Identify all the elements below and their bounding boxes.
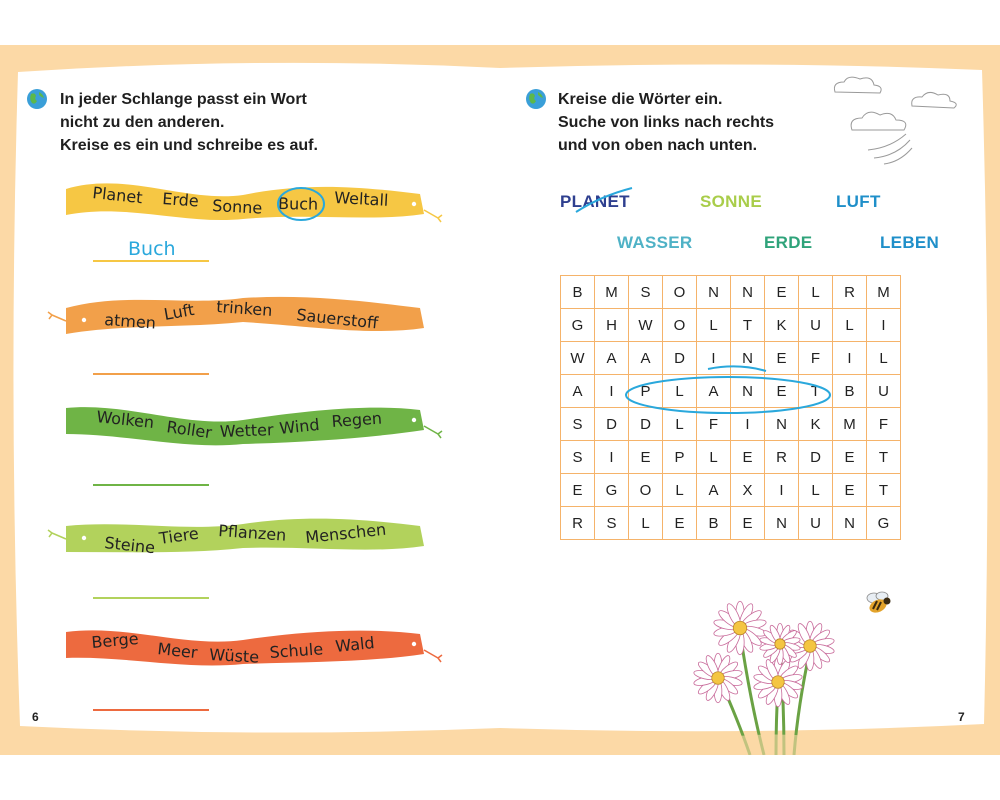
grid-cell[interactable]: L <box>799 276 833 309</box>
grid-cell[interactable]: G <box>595 474 629 507</box>
grid-cell[interactable]: T <box>867 474 901 507</box>
page-number-left: 6 <box>32 710 39 724</box>
grid-cell[interactable]: R <box>561 507 595 540</box>
grid-cell[interactable]: K <box>765 309 799 342</box>
page-number-right: 7 <box>958 710 965 724</box>
grid-cell[interactable]: W <box>629 309 663 342</box>
snake-word[interactable]: Wald <box>334 632 376 656</box>
grid-cell[interactable]: E <box>765 276 799 309</box>
grid-cell[interactable]: M <box>833 408 867 441</box>
snake-word[interactable]: Erde <box>161 189 200 211</box>
grid-cell[interactable]: W <box>561 342 595 375</box>
instruction-line: In jeder Schlange passt ein Wort <box>60 91 307 108</box>
grid-cell[interactable]: L <box>697 309 731 342</box>
answer-text: Buch <box>128 238 176 260</box>
grid-cell[interactable]: I <box>867 309 901 342</box>
grid-cell[interactable]: L <box>663 408 697 441</box>
grid-cell[interactable]: D <box>799 441 833 474</box>
grid-cell[interactable]: U <box>799 507 833 540</box>
snake-word[interactable]: atmen <box>103 310 157 333</box>
grid-cell[interactable]: N <box>833 507 867 540</box>
snake-word[interactable]: Schule <box>268 639 324 662</box>
grid-cell[interactable]: M <box>595 276 629 309</box>
grid-cell[interactable]: D <box>595 408 629 441</box>
grid-cell[interactable]: I <box>731 408 765 441</box>
snake-word[interactable]: Regen <box>330 408 383 431</box>
globe-icon <box>525 88 547 110</box>
grid-cell[interactable]: B <box>697 507 731 540</box>
grid-cell[interactable]: X <box>731 474 765 507</box>
answer-line-1[interactable] <box>93 260 209 262</box>
daisies-illustration <box>680 590 880 755</box>
grid-cell[interactable]: L <box>663 375 697 408</box>
grid-cell[interactable]: R <box>765 441 799 474</box>
word-list-item-luft: LUFT <box>836 192 881 211</box>
grid-cell[interactable]: O <box>663 276 697 309</box>
snake-tongue <box>48 312 66 321</box>
snake-word[interactable]: Weltall <box>333 188 389 210</box>
grid-cell[interactable]: S <box>561 441 595 474</box>
snake-word[interactable]: Wind <box>278 414 321 438</box>
snake-word[interactable]: Tiere <box>157 523 200 548</box>
snake-word[interactable]: Wolken <box>95 407 156 433</box>
strikethrough-mark <box>566 186 636 216</box>
snake-tongue <box>424 210 442 222</box>
grid-cell[interactable]: E <box>561 474 595 507</box>
grid-cell[interactable]: I <box>765 474 799 507</box>
grid-cell[interactable]: O <box>629 474 663 507</box>
grid-cell[interactable]: N <box>765 408 799 441</box>
grid-cell[interactable]: S <box>595 507 629 540</box>
grid-cell[interactable]: N <box>731 375 765 408</box>
grid-cell[interactable]: O <box>663 309 697 342</box>
snake-word[interactable]: Planet <box>91 183 144 208</box>
grid-cell[interactable]: A <box>697 375 731 408</box>
grid-cell[interactable]: G <box>867 507 901 540</box>
grid-cell[interactable]: S <box>561 408 595 441</box>
grid-cell[interactable]: N <box>697 276 731 309</box>
grid-cell[interactable]: P <box>629 375 663 408</box>
snake-word[interactable]: Meer <box>156 639 199 663</box>
grid-cell[interactable]: G <box>561 309 595 342</box>
daisy-flower <box>753 657 803 706</box>
grid-cell[interactable]: A <box>697 474 731 507</box>
grid-cell[interactable]: L <box>799 474 833 507</box>
daisy-flower <box>693 653 743 702</box>
instruction-line: Kreise die Wörter ein. <box>558 91 723 108</box>
snake-eye <box>412 418 416 422</box>
grid-cell[interactable]: D <box>629 408 663 441</box>
answer-line-4[interactable] <box>93 597 209 599</box>
snakes-area <box>0 0 500 760</box>
pen-marks <box>560 275 905 545</box>
grid-cell[interactable]: L <box>663 474 697 507</box>
snake-eye <box>412 642 416 646</box>
grid-cell[interactable]: E <box>765 342 799 375</box>
grid-cell[interactable]: U <box>867 375 901 408</box>
grid-cell[interactable]: L <box>697 441 731 474</box>
snake-word[interactable]: Berge <box>90 628 140 652</box>
grid-cell[interactable]: D <box>663 342 697 375</box>
snake-eye <box>412 202 416 206</box>
snake-word[interactable]: Buch <box>277 194 319 214</box>
answer-line-3[interactable] <box>93 484 209 486</box>
grid-cell[interactable]: E <box>833 441 867 474</box>
word-list-item-sonne: SONNE <box>700 192 762 211</box>
snake-eye <box>82 318 86 322</box>
grid-cell[interactable]: E <box>765 375 799 408</box>
instruction-line: nicht zu den anderen. <box>60 114 225 131</box>
grid-cell[interactable]: I <box>595 375 629 408</box>
grid-cell[interactable]: I <box>833 342 867 375</box>
grid-cell[interactable]: N <box>765 507 799 540</box>
clouds-illustration <box>820 70 970 170</box>
grid-cell[interactable]: E <box>833 474 867 507</box>
grid-cell[interactable]: L <box>833 309 867 342</box>
answer-line-5[interactable] <box>93 709 209 711</box>
word-list-item-leben: LEBEN <box>880 233 940 252</box>
grid-cell[interactable]: M <box>867 276 901 309</box>
snake-eye <box>82 536 86 540</box>
grid-cell[interactable]: A <box>595 342 629 375</box>
grid-cell[interactable]: E <box>663 507 697 540</box>
grid-cell[interactable]: L <box>867 342 901 375</box>
instruction-line: Kreise es ein und schreibe es auf. <box>60 137 318 154</box>
snake-word[interactable]: Sauerstoff <box>295 305 380 333</box>
grid-cell[interactable]: E <box>731 441 765 474</box>
grid-cell[interactable]: F <box>697 408 731 441</box>
grid-cell[interactable]: B <box>833 375 867 408</box>
snake-word[interactable]: Sonne <box>211 196 263 218</box>
grid-cell[interactable]: P <box>663 441 697 474</box>
grid-cell[interactable]: I <box>595 441 629 474</box>
word-list-item-erde: ERDE <box>764 233 813 252</box>
answer-line-2[interactable] <box>93 373 209 375</box>
grid-cell[interactable]: F <box>799 342 833 375</box>
instruction-line: und von oben nach unten. <box>558 137 758 154</box>
snake-word[interactable]: Steine <box>103 533 156 558</box>
grid-cell[interactable]: K <box>799 408 833 441</box>
grid-cell[interactable]: N <box>731 276 765 309</box>
grid-cell[interactable]: L <box>629 507 663 540</box>
grid-cell[interactable]: B <box>561 276 595 309</box>
instruction-line: Suche von links nach rechts <box>558 114 775 131</box>
grid-cell[interactable]: R <box>833 276 867 309</box>
grid-cell[interactable]: U <box>799 309 833 342</box>
right-instruction <box>558 88 774 157</box>
snake-word[interactable]: Luft <box>162 299 196 324</box>
word-list-item-wasser: WASSER <box>617 233 693 252</box>
snake-word[interactable]: Wüste <box>208 645 260 667</box>
grid-cell[interactable]: A <box>561 375 595 408</box>
grid-cell[interactable]: T <box>731 309 765 342</box>
snake-tongue <box>424 650 442 662</box>
snake-word[interactable]: Pflanzen <box>217 521 287 545</box>
snake-word[interactable]: trinken <box>215 297 274 320</box>
daisy-flower <box>713 601 767 655</box>
word-list-item-planet: PLANET <box>560 192 630 212</box>
snake-tongue <box>424 426 442 438</box>
grid-cell[interactable]: N <box>731 342 765 375</box>
grid-cell[interactable]: S <box>629 276 663 309</box>
grid-cell[interactable]: T <box>799 375 833 408</box>
snake-word[interactable]: Roller <box>165 417 214 443</box>
grid-cell[interactable]: I <box>697 342 731 375</box>
grid-cell[interactable]: H <box>595 309 629 342</box>
snake-word[interactable]: Menschen <box>304 519 388 547</box>
grid-cell[interactable]: E <box>731 507 765 540</box>
grid-cell[interactable]: E <box>629 441 663 474</box>
snake-tongue <box>48 530 66 539</box>
grid-cell[interactable]: F <box>867 408 901 441</box>
snake-word[interactable]: Wetter <box>219 420 274 441</box>
grid-cell[interactable]: T <box>867 441 901 474</box>
grid-cell[interactable]: A <box>629 342 663 375</box>
